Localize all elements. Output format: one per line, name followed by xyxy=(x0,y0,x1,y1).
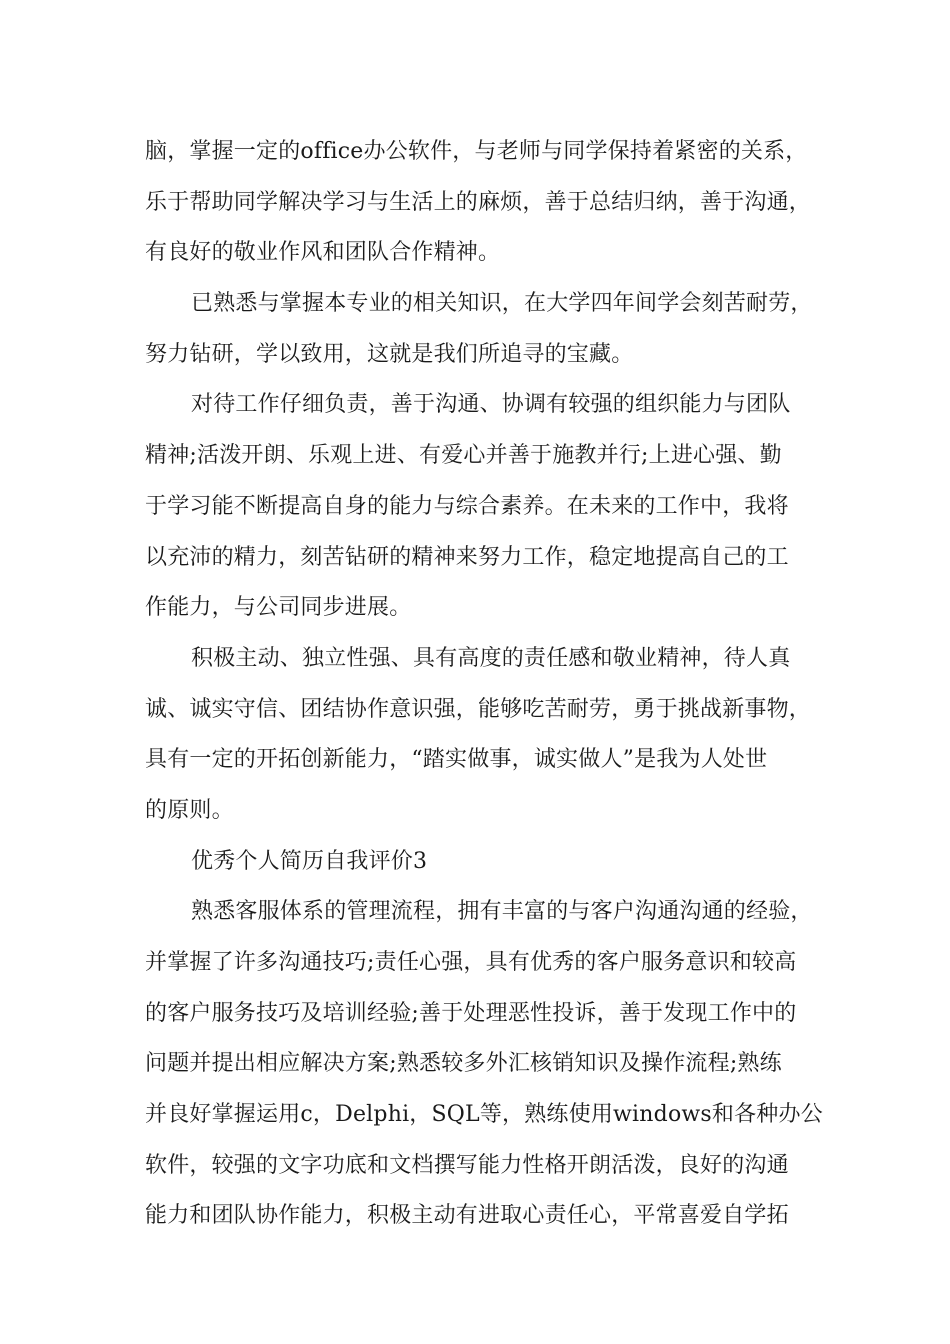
text-line: 具有一定的开拓创新能力，“踏实做事，诚实做人”是我为人处世 xyxy=(145,747,768,773)
text-line: 作能力，与公司同步进展。 xyxy=(145,595,412,621)
text-line: 并掌握了许多沟通技巧;责任心强，具有优秀的客户服务意识和较高 xyxy=(145,950,797,975)
text-line: 熟悉客服体系的管理流程，拥有丰富的与客户沟通沟通的经验， xyxy=(191,899,813,925)
text-line: 已熟悉与掌握本专业的相关知识，在大学四年间学会刻苦耐劳， xyxy=(191,291,813,317)
text-line: 积极主动、独立性强、具有高度的责任感和敬业精神，待人真 xyxy=(191,645,791,671)
text-line: 努力钻研，学以致用，这就是我们所追寻的宝藏。 xyxy=(145,341,634,367)
text-line: 以充沛的精力，刻苦钻研的精神来努力工作，稳定地提高自己的工 xyxy=(145,544,789,570)
text-line: 对待工作仔细负责，善于沟通、协调有较强的组织能力与团队 xyxy=(191,392,791,418)
text-line: 诚、诚实守信、团结协作意识强，能够吃苦耐劳，勇于挑战新事物， xyxy=(145,696,812,722)
section-heading: 优秀个人简历自我评价3 xyxy=(191,848,428,874)
text-line: 乐于帮助同学解决学习与生活上的麻烦，善于总结归纳，善于沟通， xyxy=(145,189,812,215)
text-line: 于学习能不断提高自身的能力与综合素养。在未来的工作中，我将 xyxy=(145,493,789,519)
text-line: 能力和团队协作能力，积极主动有进取心责任心，平常喜爱自学拓 xyxy=(145,1203,789,1229)
text-line: 有良好的敬业作风和团队合作精神。 xyxy=(145,240,501,266)
text-line: 精神;活泼开朗、乐观上进、有爱心并善于施教并行;上进心强、勤 xyxy=(145,443,782,469)
document-body xyxy=(145,127,823,1242)
text-line: 的客户服务技巧及培训经验;善于处理恶性投诉，善于发现工作中的 xyxy=(145,1000,797,1026)
text-line: 问题并提出相应解决方案;熟悉较多外汇核销知识及操作流程;熟练 xyxy=(145,1051,782,1077)
text-line: 的原则。 xyxy=(145,797,234,823)
text-line: 软件，较强的文字功底和文档撰写能力性格开朗活泼，良好的沟通 xyxy=(145,1152,789,1178)
text-line: 脑，掌握一定的office办公软件，与老师与同学保持着紧密的关系， xyxy=(145,139,808,164)
text-line: 并良好掌握运用c，Delphi，SQL等，熟练使用windows和各种办公 xyxy=(145,1102,823,1128)
